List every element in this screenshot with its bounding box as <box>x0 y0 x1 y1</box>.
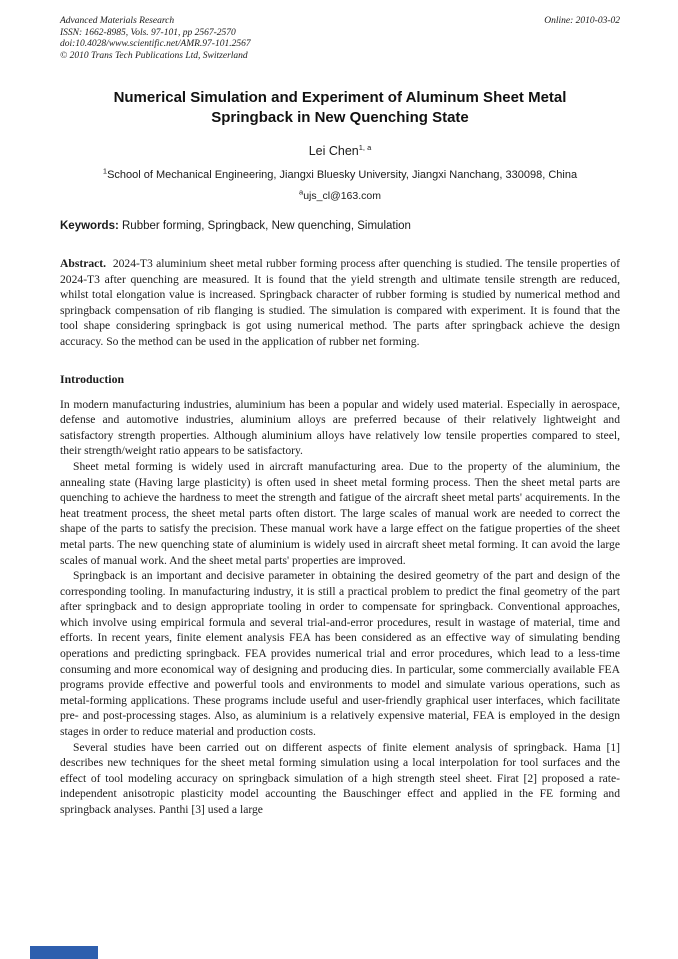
abstract-text: 2024-T3 aluminium sheet metal rubber forming process after quenching is studied. The tensile properties of 2024-T3 after quenching are measured. It is found that the yield strength and ultimate tensile strength are reduced, whilst total elongation value is increased. Springback character of rubber forming is studied by numerical method and springback compensation of rib flanging is studied. The simulation is compared with experiment. It is found that the tool shape considering springback is got using numerical method. The parts after springback achieve the design accuracy. So the method can be used in the application of rubber net forming. <box>60 257 620 348</box>
paper-title: Numerical Simulation and Experiment of Aluminum Sheet Metal Springback in New Quenching State <box>113 89 567 126</box>
author-superscript: 1, a <box>358 142 372 152</box>
journal-name: Advanced Materials Research <box>60 16 175 26</box>
intro-paragraph-3: Springback is an important and decisive parameter in obtaining the desired geometry of the part and design of the corresponding tooling. In manufacturing industry, it is still a practical problem to predict the final geometry of the part after springback and to design appropriate tooling in order to compensate for springback. Conventional approaches, which involve using empirical formula and several trial-and-error procedures, result in wastage of material, time and efforts. In recent years, finite element analysis FEA has been considered as an effective way of simulating bending operations and predicting springback. FEA provides numerical trial and error procedures, which lead to a less-time consuming and more economical way of designing and producing dies. In particular, some commercially available FEA programs provide effective and powerful tools and environments to model and simulate various operations, such as metal-forming applications. These programs include useful and user-friendly graphical user interfaces, which facilitate pre- and post-processing stages. Also, as aluminium is a relatively expensive material, FEA is employed in the design stages in order to reduce material and production costs. <box>60 569 620 739</box>
affiliation-text: School of Mechanical Engineering, Jiangxi Bluesky University, Jiangxi Nanchang, 330098, China <box>107 169 578 181</box>
journal-header <box>60 16 620 62</box>
doi-line: doi:10.4028/www.scientific.net/AMR.97-101.2567 <box>60 39 251 49</box>
intro-paragraph-2: Sheet metal forming is widely used in aircraft manufacturing area. Due to the property of the aluminium, the annealing state (Having large plasticity) is often used in sheet metal forming process. Then the sheet metal parts are quenching to achieve the hardness to meet the strength and fatigue of the aircraft sheet metal parts' acquirements. In the heat treatment process, the sheet metal parts often distort. The large scales of manual work are needed to correct the shape of the parts to satisfy the precision. These manual work have a large effect on the fatigue properties of the sheet metal parts. The new quenching state of aluminium is widely used in aircraft sheet metal forming. It can avoid the large scales of manual work. And the sheet metal parts' properties are improved. <box>60 459 620 567</box>
keywords-line <box>60 220 620 232</box>
author-name: Lei Chen <box>308 144 359 158</box>
email-line <box>60 187 620 202</box>
email-text: ujs_cl@163.com <box>303 190 381 202</box>
abstract-label: Abstract. <box>60 257 107 270</box>
issn-line: ISSN: 1662-8985, Vols. 97-101, pp 2567-2570 <box>60 27 236 38</box>
affiliation-line <box>60 166 620 181</box>
intro-paragraph-4: Several studies have been carried out on different aspects of finite element analysis of springback. Hama [1] describes new techniques for the sheet metal forming simulation using a local interpolation for tool surfaces and the effect of tool modeling accuracy on springback simulation of a high strength steel sheet. Firat [2] proposed a rate-independent anisotropic plasticity model accounting the Bauschinger effect and applied in the FE forming and springback analyses. Panthi [3] used a large <box>60 740 620 816</box>
section-heading-introduction: Introduction <box>60 371 125 386</box>
keywords-label: Keywords: <box>60 220 119 232</box>
intro-paragraph-1: In modern manufacturing industries, aluminium has been a popular and widely used material. Especially in aerospace, defense and automotive industries, aluminium alloys are preferred because of their relatively lightweight and satisfactory strength properties. Although aluminium alloys have relatively low tensile properties compared to steel, their strength/weight ratio appears to be satisfactory. <box>60 397 620 458</box>
journal-header-left <box>60 16 251 62</box>
keywords-text: Rubber forming, Springback, New quenching, Simulation <box>122 220 411 232</box>
footer-bar <box>30 946 98 959</box>
author-line <box>60 144 620 158</box>
copyright-line: © 2010 Trans Tech Publications Ltd, Switzerland <box>60 50 248 61</box>
email-superscript: a <box>299 187 304 197</box>
abstract-paragraph <box>60 256 620 350</box>
affiliation-superscript: 1 <box>102 166 108 176</box>
online-date: Online: 2010-03-02 <box>544 16 620 26</box>
